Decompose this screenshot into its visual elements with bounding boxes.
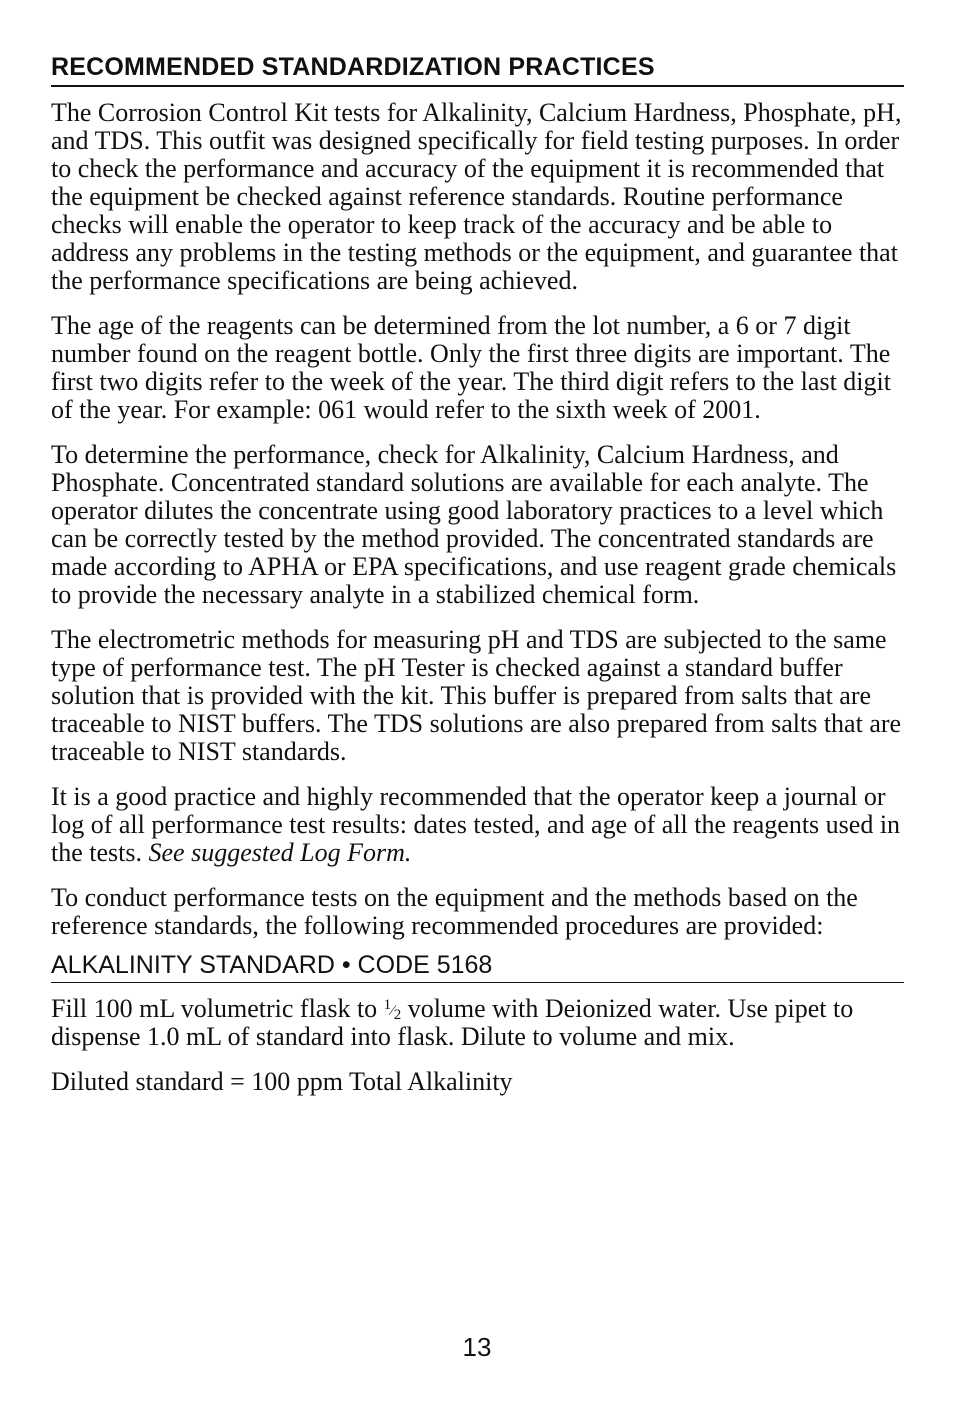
log-form-reference: See suggested Log Form. bbox=[148, 838, 412, 867]
alkalinity-standard-heading: ALKALINITY STANDARD • CODE 5168 bbox=[51, 950, 904, 983]
electrometric-paragraph: The electrometric methods for measuring pH and TDS are subjected to the same type of performance test. The pH Tester is checked against a standard buffer solution that is provided with the kit. This buffer is prepared from salts that are traceable to NIST buffers. The TDS solutions are also prepared from salts that are traceable to NIST standards. bbox=[51, 625, 902, 766]
intro-paragraph: The Corrosion Control Kit tests for Alkalinity, Calcium Hardness, Phosphate, pH, and TDS. This outfit was designed specifically for field testing purposes. In order to check the performance and accuracy of the equipment it is recommended that the equipment be checked against reference standards. Routine performance checks will enable the operator to keep track of the accuracy and be able to address any problems in the testing methods or the equipment, and guarantee that the performance specifications are being achieved. bbox=[51, 98, 902, 295]
instruction-start: Fill 100 mL volumetric flask to bbox=[51, 994, 378, 1023]
diluted-standard-result: Diluted standard = 100 ppm Total Alkalinity bbox=[51, 1067, 513, 1096]
reagent-age-paragraph: The age of the reagents can be determined from the lot number, a 6 or 7 digit number found on the reagent bottle. Only the first three digits are important. The first two digits refer to the week of the year. The third digit refers to the last digit of the year. For example: 061 would refer to the sixth week of 2001. bbox=[51, 311, 891, 424]
alkalinity-instruction bbox=[51, 995, 904, 1051]
page-number: 13 bbox=[462, 1332, 492, 1362]
half-fraction: 1⁄2 bbox=[383, 997, 402, 1023]
document-page bbox=[51, 52, 904, 1096]
performance-paragraph: To determine the performance, check for Alkalinity, Calcium Hardness, and Phosphate. Concentrated standard solutions are available for each analyte. The operator dilutes the concentrate using good laboratory practices to a level which can be correctly tested by the method provided. The concentrated standards are made according to APHA or EPA specifications, and use reagent grade chemicals to provide the necessary analyte in a stabilized chemical form. bbox=[51, 440, 897, 609]
instruction-end: volume with Deionized water. Use pipet to dispense 1.0 mL of standard into flask. Dilute to volume and mix. bbox=[51, 994, 854, 1051]
section-heading: RECOMMENDED STANDARDIZATION PRACTICES bbox=[51, 52, 904, 87]
fraction-denominator: 2 bbox=[393, 1007, 402, 1023]
log-paragraph bbox=[51, 783, 904, 867]
procedures-paragraph: To conduct performance tests on the equipment and the methods based on the reference standards, the following recommended procedures are provided: bbox=[51, 883, 858, 940]
log-paragraph-text: It is a good practice and highly recommended that the operator keep a journal or log of all performance test results: dates tested, and age of all the reagents used in the tests. bbox=[51, 782, 901, 867]
fraction-numerator: 1 bbox=[383, 997, 392, 1013]
